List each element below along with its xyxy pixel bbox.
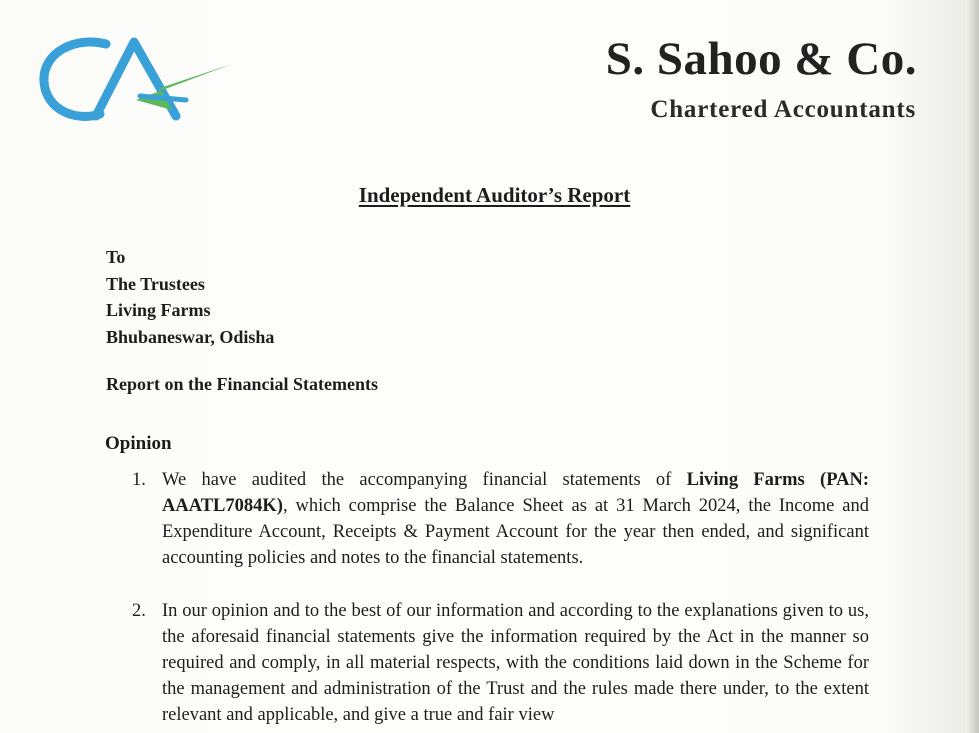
opinion-heading: Opinion [105, 433, 172, 454]
addressee-location: Bhubaneswar, Odisha [106, 326, 275, 347]
firm-subtitle: Chartered Accountants [650, 96, 916, 123]
addressee-organisation: Living Farms [106, 300, 211, 320]
ca-monogram-logo [36, 30, 246, 130]
addressee-to: To [106, 247, 126, 267]
paragraph-1 [132, 467, 869, 571]
addressee-recipient: The Trustees [106, 273, 205, 294]
paragraph-2 [132, 598, 869, 728]
paragraph-text-after: , which comprise the Balance Sheet as at 31 March 2024, the Income and Expenditure Account, Receipts & Payment Account for the year then ended, and significant accounting policies and notes to the financial statements. [162, 496, 869, 568]
report-title [0, 183, 979, 208]
scan-edge-shadow [965, 0, 979, 733]
paragraph-body: In our opinion and to the best of our information and according to the explanations given to us, the aforesaid financial statements give the information required by the Act in the manner so required and comply, in all material respects, with the conditions laid down in the Scheme for the management and administration of the Trust and the rules made there under, to the extent relevant and applicable, and give a true and fair view [162, 601, 869, 725]
paragraph-body [162, 467, 869, 571]
addressee-block [106, 244, 274, 350]
paragraph-number: 1. [132, 470, 146, 490]
paragraph-text-before: We have audited the accompanying financial statements of [162, 470, 687, 490]
firm-name: S. Sahoo & Co. [605, 33, 917, 85]
report-title-text: Independent Auditor’s Report [358, 183, 631, 207]
entity-name-bold: Living Farms (PAN: AAATL7084K) [162, 470, 870, 516]
section-heading: Report on the Financial Statements [106, 374, 378, 394]
paragraph-number: 2. [132, 601, 146, 621]
